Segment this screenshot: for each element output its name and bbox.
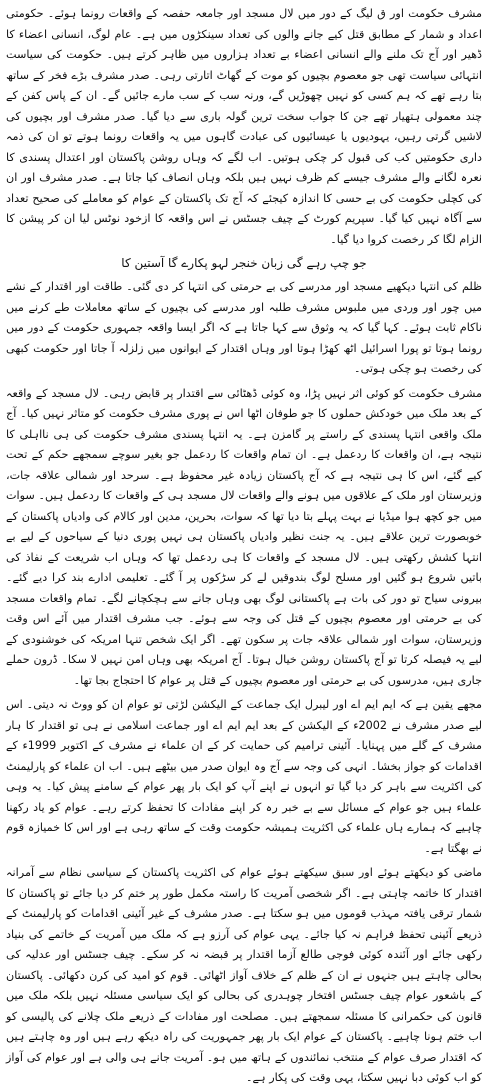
paragraph-1: مشرف حکومت اور ق لیگ کے دور میں لال مسجد اور جامعہ حفصہ کے واقعات رونما ہوئے۔ حکومتی اعداد و شمار کے مطابق قتل کیے جانے والوں کی تعداد سینکڑوں میں ہے۔ عام لوگ، انسانی اعضاء کا ڈھیر اور آج تک ملنے والے انسانی اعضاء بے تعداد ہزاروں میں ظاہر کرتے ہیں۔ حکومت کی سیاست انتہائی سیاست تھی جو معصوم بچیوں کو موت کے گھاٹ اتارتی رہی۔ صدر مشرف بڑے فخر کے ساتھ بتا رہے تھے کہ ہم کسی کو نہیں چھوڑیں گے، ورنہ سب کے سب مارے جائیں گے۔ ان کے پاس کفن کے چند معمولی ہتھیار تھے جن کا جواب سخت ترین گولہ باری سے دیا گیا۔ صدر مشرف اور بچیوں کی لاشیں گرتی رہیں، یہودیوں یا عیسائیوں کی عبادت گاہوں میں یہ واقعات رونما ہوتے تو ان کی ذمہ داری حکومتیں کب کی قبول کر چکی ہوتیں۔ اب لگے کہ وہاں روشن پاکستان اور اعتدال پسندی کا نعرہ لگانے والے مشرف جیسے کم ظرف نہیں ہیں بلکہ وہاں انصاف کیا جاتا ہے۔ صدر مشرف اور ان کی کچلی حکومت کی بے حسی کا اندازہ کیجئے کہ آج تک پاکستان کے عوام کو معاملے کی صحیح تعداد سے آگاہ نہیں کیا گیا۔ سپریم کورٹ کے چیف جسٹس نے اس واقعہ کا ازخود نوٹس لیا ان کر پیشن کا الزام لگا کر رخصت کروا دیا گیا۔ <box>6 7 482 246</box>
paragraph-2: ظلم کی انتہا دیکھیے مسجد اور مدرسے کی بے حرمتی کی انتہا کر دی گئی۔ طاقت اور اقتدار کے نشے میں چور اور وردی میں ملبوس مشرف طلبہ اور مدرسے کی بچیوں کے ساتھ معاملات طے کرنے میں ناکام ثابت ہوئے۔ کہا گیا کہ یہ وثوق سے کہا جاتا ہے کہ اگر ایسا واقعہ جمہوری حکومت کے دور میں رونما ہوتا تو پورا اسرائیل اٹھ کھڑا ہوتا اور وہاں اقتدار کے ایوانوں میں زلزلہ آ جاتا اور حکومت کبھی کی رخصت ہو چکی ہوتی۔ <box>6 280 482 375</box>
poetry-verse: جو چپ رہے گی زبان خنجر لہو پکارے گا آستین کا <box>121 256 367 270</box>
paragraph-5: ماضی کو دیکھتے ہوئے اور سبق سیکھتے ہوئے عوام کی اکثریت پاکستان کے سیاسی نظام سے آمرانہ اقتدار کا خاتمہ چاہتی ہے۔ اگر شخصی آمریت کا راستہ مکمل طور پر ختم کر دیا جائے تو پاکستان کا شمار ترقی یافتہ مہذب قوموں میں ہو سکتا ہے۔ صدر مشرف کے غیر آئینی اقدامات کو پارلیمنٹ کے ذریعے آئینی تحفظ فراہم نہ کیا جائے۔ یہی عوام کی آرزو ہے کہ ملک میں آمریت کے خاتمے کی بنیاد رکھی جائے اور آئندہ کوئی فوجی طالع آزما اقتدار پر قبضہ نہ کر سکے۔ چیف جسٹس اور عدلیہ کی بحالی چاہتے ہیں جنہوں نے ان کے ظلم کے خلاف آواز اٹھائی۔ قوم کو امید کی کرن دکھائی۔ پاکستان کے باشعور عوام چیف جسٹس افتخار چوہدری کی بحالی کو ایک سیاسی مسئلہ نہیں بلکہ ملک میں قانون کی حکمرانی کا مسئلہ سمجھتے ہیں۔ مصلحت اور مفادات کے ذریعے ملک چلانے کی پالیسی کو اب ختم ہونا چاہیے۔ پاکستان کے عوام ایک بار پھر جمہوریت کی راہ دیکھ رہے ہیں اور وہ چاہتے ہیں کہ اقتدار صرف عوام کے منتخب نمائندوں کے ہاتھ میں ہو۔ آمریت جانے ہی والی ہے اور عوام کی آواز کو اب کوئی دبا نہیں سکتا، یہی وقت کی پکار ہے۔ <box>6 866 482 1084</box>
paragraph-4: مجھے یقین ہے کہ ایم ایم اے اور لیبرل ایک جماعت کے الیکشن لڑتی تو عوام ان کو ووٹ نہ دیتی۔ اس لیے صدر مشرف نے 2002ء کے الیکشن کے بعد ایم ایم اے اور جماعت اسلامی نے ہی تو اقتدار کا ہار مشرف کے گلے میں پہنایا۔ آئینی ترامیم کی حمایت کر کے ان علماء نے مشرف کے اکتوبر 1999ء کے اقدامات کو جواز بخشا۔ انہی کی وجہ سے آج وہ ایوان صدر میں بیٹھے ہیں۔ اب ان علماء کو پارلیمنٹ کی اکثریت سے باہر کر دیا گیا تو انہوں نے اپنے آپ کو ایک بار پھر عوام کے سامنے پیش کیا۔ یہ وہی علماء ہیں جو عوام کے مسائل سے بے خبر رہ کر اپنے مفادات کا تحفظ کرتے رہے۔ عوام کو یاد رکھنا چاہیے کہ ہمارے ہاں علماء کی اکثریت ہمیشہ حکومت وقت کے ساتھ رہی ہے اور اس کا خمیازہ قوم نے بھگتا ہے۔ <box>6 698 482 855</box>
paragraph-3: مشرف حکومت کو کوئی اثر نہیں پڑا، وہ کوئی ڈھٹائی سے اقتدار پر قابض رہی۔ لال مسجد کے واقعہ کے بعد ملک میں خودکش حملوں کا جو طوفان اٹھا اس نے پوری مشرف حکومت کو متاثر نہیں کیا۔ آج ملک واقعی انتہا پسندی کے راستے پر گامزن ہے۔ یہ انتہا پسندی مشرف حکومت کی ہی نااہلی کا نتیجہ ہے، ان واقعات کا ردعمل ہے۔ ان تمام واقعات کا ردعمل جو بغیر سوچے سمجھے حکم کے تحت کیے گئے، اس کا ہی نتیجہ ہے کہ آج پاکستان زیادہ غیر محفوظ ہے۔ سرحد اور شمالی علاقہ جات، وزیرستان اور ملک کے علاقوں میں ہونے والے واقعات لال مسجد ہی کے واقعات کا ردعمل ہیں۔ سوات میں جو کچھ ہوا میڈیا نے بہت پہلے بتا دیا تھا کہ سوات، بحرین، مدین اور کالام کی وادیاں پاکستان کے خوبصورت ترین علاقے ہیں۔ یہ جنت نظیر وادیاں پاکستان ہی نہیں پوری دنیا کے سیاحوں کے لیے بے انتہا کشش رکھتی ہیں۔ لال مسجد کے واقعات کا ہی ردعمل تھا کہ وہاں اب شریعت کے نفاذ کی باتیں شروع ہو گئیں اور مسلح لوگ بندوقیں لے کر سڑکوں پر آ گئے۔ تعلیمی ادارے بند کرا دیے گئے۔ بیرونی سیاح تو دور کی بات ہے پاکستانی لوگ بھی وہاں جانے سے ہچکچانے لگے۔ تمام واقعات مسجد کی بے حرمتی اور معصوم بچیوں کے قتل کی وجہ سے ہوئے۔ جب مشرف اقتدار میں آئے اس وقت وزیرستان، سوات اور شمالی علاقہ جات پر سکون تھے۔ اگر ایک شخص تنہا امریکہ کی خوشنودی کے لیے یہ فیصلہ کرتا تو آج پاکستان روشن خیال ہوتا۔ آج امریکہ بھی وہاں امن نہیں لا سکا۔ ڈرون حملے جاری ہیں، مدرسوں کی بے حرمتی اور معصوم بچیوں کے قتل پر عوام کا احتجاج بجا تھا۔ <box>6 386 482 687</box>
